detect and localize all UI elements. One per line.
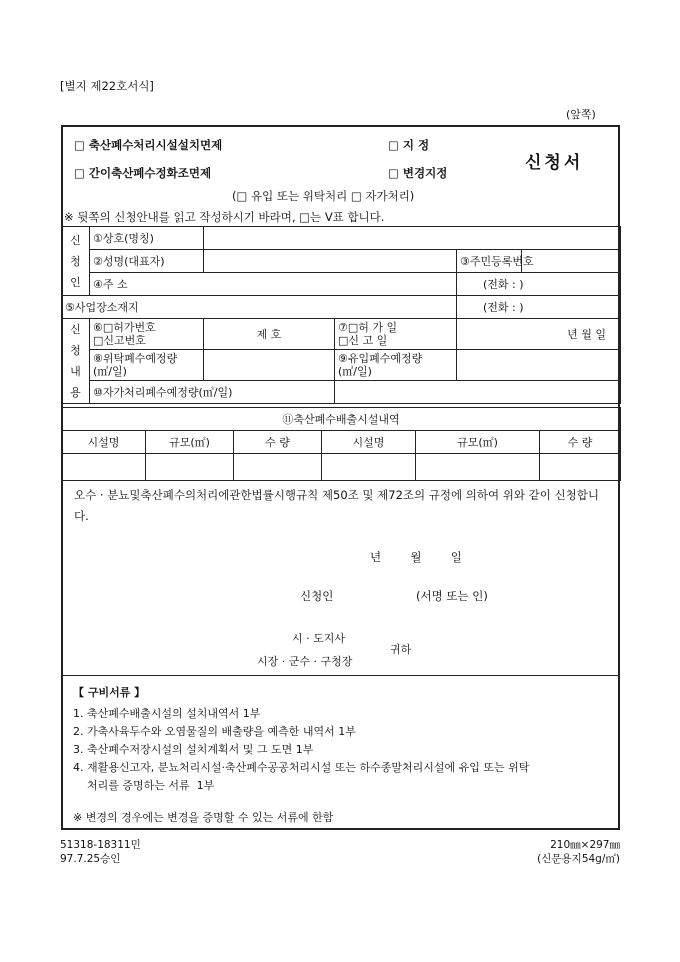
facility-table [61, 407, 621, 481]
recipient-governor: 시 · 도지사 [292, 632, 345, 645]
option-simple-tank-exemption[interactable]: □ 간이축산폐수정화조면제 [74, 166, 212, 180]
application-date[interactable]: 년 월 일 [370, 550, 462, 564]
applicant-label-char-1: 신 [70, 233, 81, 247]
form-code: 51318-18311민 [60, 839, 141, 851]
applicant-group-label [62, 227, 90, 296]
document-item: 처리를 증명하는 서류 1부 [73, 779, 215, 792]
facility-cell-size-2[interactable] [416, 454, 540, 481]
documents-note: ※ 변경의 경우에는 변경을 증명할 수 있는 서류에 한함 [73, 811, 334, 824]
inflow-amount-label-1: ⑨유입폐수예정량 [338, 352, 423, 365]
applicant-sign-label: 신청인 [300, 589, 334, 603]
footer-left [60, 838, 141, 866]
trade-name-field[interactable] [204, 227, 621, 250]
inflow-amount-label-2: (㎥/일) [338, 365, 372, 378]
document-item: 3. 축산폐수저장시설의 설치계획서 및 그 도면 1부 [73, 743, 314, 756]
paper-size: 210㎜×297㎜ [550, 839, 620, 851]
inflow-amount-label [335, 350, 457, 381]
representative-name-label: ②성명(대표자) [90, 250, 204, 273]
facility-col-size-1: 규모(㎡) [146, 431, 234, 454]
content-label-char-2: 청 [70, 344, 81, 357]
option-facility-exemption[interactable]: □ 축산폐수처리시설설치면제 [74, 138, 223, 152]
recipient-suffix: 귀하 [390, 643, 412, 656]
consign-amount-field[interactable] [204, 350, 335, 381]
declaration-text: 오수 · 분뇨및축산폐수의처리에관한법률시행규칙 제50조 및 제72조의 규정에 의하여 위와 같이 신청합니다. [74, 488, 599, 523]
self-treatment-amount-field[interactable] [335, 381, 621, 404]
document-item: 2. 가축사육두수와 오염물질의 배출량을 예측한 내역서 1부 [73, 725, 356, 738]
notice-text: ※ 뒷쪽의 신청안내를 읽고 작성하시기 바라며, □는 V표 합니다. [64, 210, 385, 224]
permit-number-field[interactable]: 제 호 [204, 319, 335, 350]
content-group-label [62, 319, 90, 404]
facility-cell-qty-2[interactable] [540, 454, 621, 481]
facility-col-name-2: 시설명 [322, 431, 416, 454]
representative-name-field[interactable] [204, 250, 457, 273]
facility-col-name-1: 시설명 [62, 431, 146, 454]
facility-cell-size-1[interactable] [146, 454, 234, 481]
front-side-label: (앞쪽) [566, 108, 596, 121]
approval-date: 97.7.25승인 [60, 853, 121, 865]
permit-number-label-2[interactable]: □신고번호 [93, 334, 146, 347]
document-item: 1. 축산폐수배출시설의 설치내역서 1부 [73, 707, 261, 720]
resident-number-field[interactable] [522, 250, 621, 273]
permit-date-label-2[interactable]: □신 고 일 [338, 334, 388, 347]
facility-cell-name-1[interactable] [62, 454, 146, 481]
address-label[interactable]: ④주 소 [90, 273, 457, 296]
facility-col-qty-2: 수 량 [540, 431, 621, 454]
inflow-amount-field[interactable] [457, 350, 621, 381]
applicant-label-char-3: 인 [70, 275, 81, 289]
documents-divider [61, 675, 620, 676]
option-designation[interactable]: □ 지 정 [388, 138, 430, 152]
content-label-char-3: 내 [70, 365, 81, 378]
address-phone[interactable]: (전화 : ) [457, 273, 621, 296]
permit-number-label [90, 319, 204, 350]
processing-type-options[interactable]: (□ 유입 또는 위탁처리 □ 자가처리) [232, 189, 415, 203]
paper-type: (신문용지54g/㎡) [537, 853, 620, 865]
required-documents [73, 684, 529, 827]
permit-date-field[interactable]: 년 월 일 [457, 319, 621, 350]
application-table [61, 226, 621, 404]
consign-amount-label-1: ⑧위탁폐수예정량 [93, 352, 178, 365]
applicant-label-char-2: 청 [70, 254, 81, 268]
document-item: 4. 재활용신고자, 분뇨처리시설·축산폐수공공처리시설 또는 하수종말처리시설에 유입 또는 위탁 [73, 761, 530, 774]
content-label-char-4: 용 [70, 386, 81, 399]
trade-name-label: ①상호(명칭) [90, 227, 204, 250]
footer-right [537, 838, 620, 866]
permit-date-label-1[interactable]: ⑦□허 가 일 [338, 321, 398, 334]
facility-cell-name-2[interactable] [322, 454, 416, 481]
facility-col-qty-1: 수 량 [234, 431, 322, 454]
consign-amount-label [90, 350, 204, 381]
recipient-mayor: 시장 · 군수 · 구청장 [257, 655, 353, 668]
site-phone[interactable]: (전화 : ) [457, 296, 621, 319]
facility-title: ⑪축산폐수배출시설내역 [62, 408, 621, 431]
permit-number-label-1[interactable]: ⑥□허가번호 [93, 321, 156, 334]
documents-title: 【 구비서류 】 [73, 686, 146, 699]
facility-col-size-2: 규모(㎡) [416, 431, 540, 454]
form-number: [별지 제22호서식] [60, 79, 154, 93]
site-address-label[interactable]: ⑤사업장소재지 [62, 296, 457, 319]
resident-number-label: ③주민등록번호 [457, 250, 522, 273]
content-label-char-1: 신 [70, 323, 81, 336]
self-treatment-amount-label: ⑩자가처리폐수예정량(㎥/일) [90, 381, 335, 404]
consign-amount-label-2: (㎥/일) [93, 365, 127, 378]
form-title: 신청서 [525, 153, 584, 173]
option-change-designation[interactable]: □ 변경지정 [388, 166, 448, 180]
sign-or-seal[interactable]: (서명 또는 인) [416, 589, 488, 603]
facility-cell-qty-1[interactable] [234, 454, 322, 481]
permit-date-label [335, 319, 457, 350]
